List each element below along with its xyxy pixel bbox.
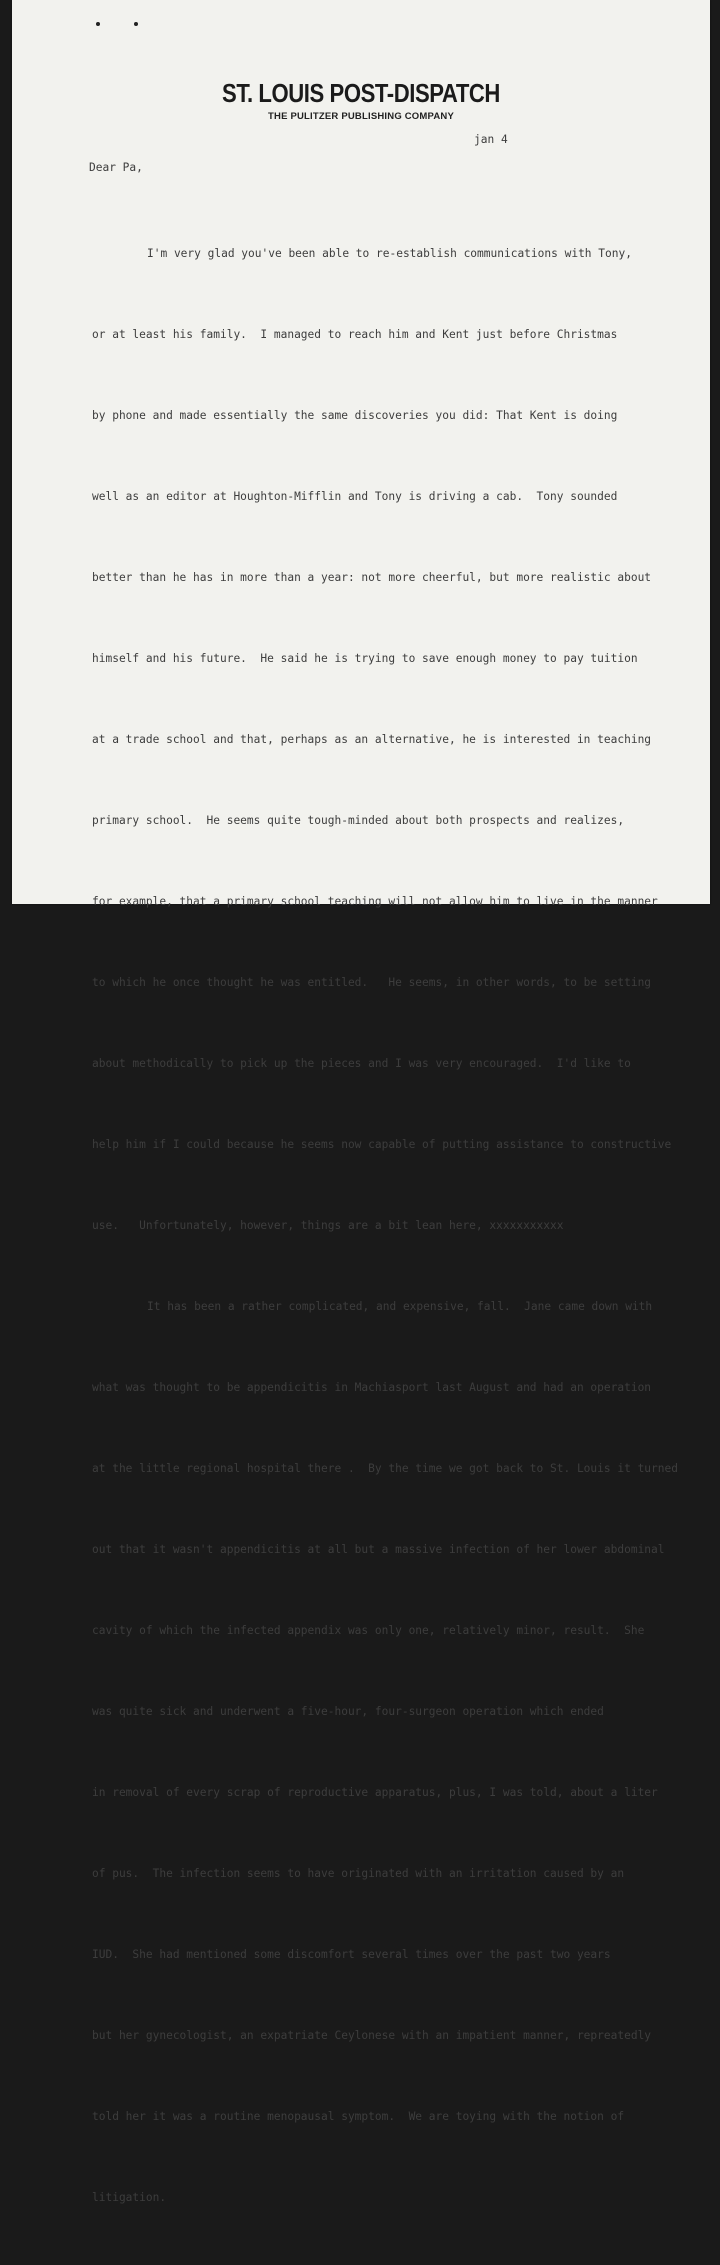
body-line: what was thought to be appendicitis in Machiasport last August and had an operation [92,1381,652,1394]
body-line: cavity of which the infected appendix was only one, relatively minor, result. She [92,1624,645,1637]
body-line: out that it wasn't appendicitis at all but a massive infection of her lower abdominal [92,1543,665,1556]
body-line: in removal of every scrap of reproductive apparatus, plus, I was told, about a liter [92,1786,658,1799]
body-line: help him if I could because he seems now capable of putting assistance to constructive [92,1138,672,1151]
punch-dot [134,22,138,26]
body-line: I'm very glad you've been able to re-establish communications with Tony, [147,247,632,260]
body-line: of pus. The infection seems to have originated with an irritation caused by an [92,1867,625,1880]
punch-dot [96,22,100,26]
body-line: told her it was a routine menopausal symptom. We are toying with the notion of [92,2110,625,2123]
company-name: THE PULITZER PUBLISHING COMPANY [268,111,454,122]
body-line: at a trade school and that, perhaps as an alternative, he is interested in teaching [92,733,652,746]
body-line: by phone and made essentially the same discoveries you did: That Kent is doing [92,409,618,422]
letter-date: jan 4 [474,133,508,146]
body-line: at the little regional hospital there . By the time we got back to St. Louis it turned [92,1462,678,1475]
body-line: primary school. He seems quite tough-minded about both prospects and realizes, [92,814,625,827]
body-line: well as an editor at Houghton-Mifflin and Tony is driving a cab. Tony sounded [92,490,618,503]
letterhead [12,78,710,122]
body-line: litigation. [92,2191,167,2204]
body-line: or at least his family. I managed to reach him and Kent just before Christmas [92,328,618,341]
body-line: better than he has in more than a year: not more cheerful, but more realistic about [92,571,652,584]
body-line: himself and his future. He said he is trying to save enough money to pay tuition [92,652,638,665]
body-line: It has been a rather complicated, and expensive, fall. Jane came down with [147,1300,653,1313]
body-line: about methodically to pick up the pieces and I was very encouraged. I'd like to [92,1057,631,1070]
body-line: IUD. She had mentioned some discomfort several times over the past two years [92,1948,611,1961]
letter-body [92,186,678,2265]
body-line: use. Unfortunately, however, things are a bit lean here, xxxxxxxxxxx [92,1219,564,1232]
salutation: Dear Pa, [89,161,143,174]
body-line: was quite sick and underwent a five-hour, four-surgeon operation which ended [92,1705,604,1718]
body-line: to which he once thought he was entitled. He seems, in other words, to be setting [92,976,652,989]
body-line: but her gynecologist, an expatriate Ceylonese with an impatient manner, repreatedly [92,2029,652,2042]
newspaper-name: ST. LOUIS POST-DISPATCH [222,78,500,108]
letter-page [12,0,710,2204]
body-line: for example, that a primary school teaching will not allow him to live in the manner [92,895,658,908]
